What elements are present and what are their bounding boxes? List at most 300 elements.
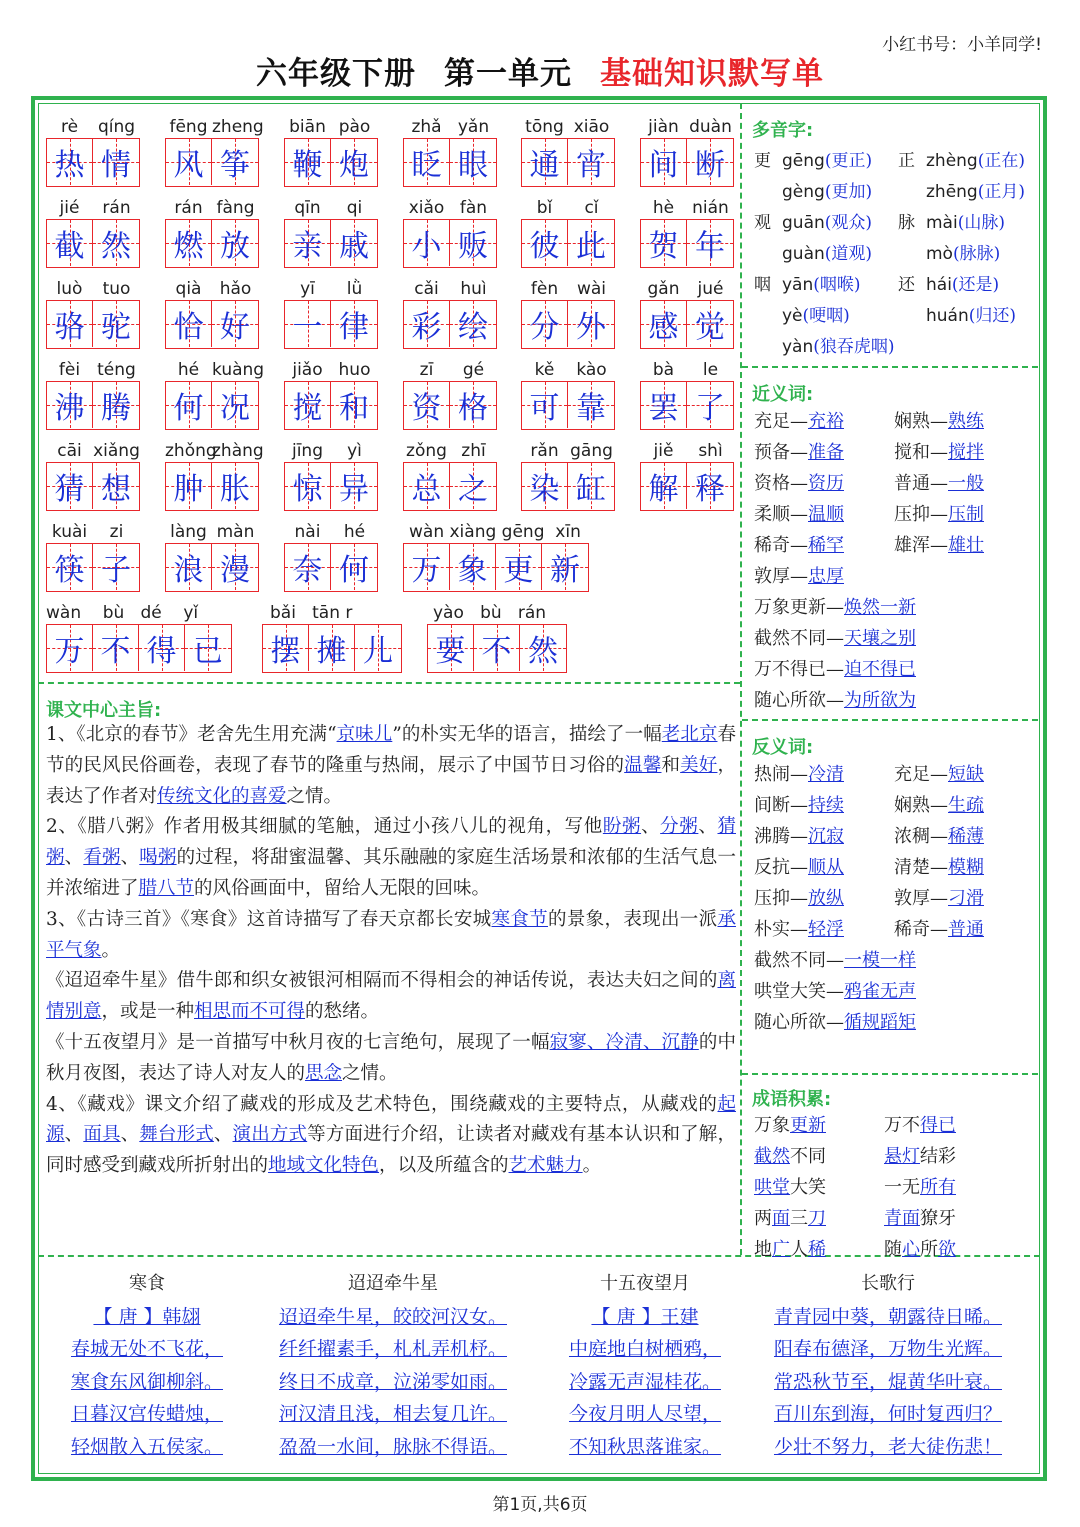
hanzi: 风	[173, 148, 204, 183]
hanzi: 更	[503, 553, 534, 588]
char-cell	[474, 625, 520, 671]
poem	[560, 1268, 730, 1463]
text-run: 、	[698, 816, 718, 838]
hanzi: 律	[339, 310, 369, 345]
char-cell	[687, 220, 733, 266]
polyphone-pinyin: yān	[782, 275, 814, 295]
hanzi: 释	[695, 472, 725, 507]
polyphone-example: (脉脉)	[952, 244, 1001, 264]
key-phrase: 美好	[680, 754, 718, 776]
pinyin: xiǎo	[408, 198, 445, 218]
pinyin: téng	[97, 360, 136, 380]
char-cell	[309, 625, 355, 671]
word-pair	[754, 686, 916, 712]
polyphone-example: (道观)	[824, 244, 873, 264]
hanzi: 异	[339, 472, 369, 507]
word-pair	[894, 469, 984, 495]
polyphone-entry	[754, 332, 895, 357]
char-cell	[93, 625, 139, 671]
char-cell	[285, 382, 331, 428]
hanzi: 驼	[101, 310, 131, 345]
pinyin: qíng	[97, 117, 136, 137]
pinyin: rǎn	[530, 441, 559, 461]
polyphone-example: (更正)	[824, 151, 873, 171]
poem-author-line	[268, 1301, 518, 1334]
hanzi: 此	[576, 229, 606, 264]
polyphone-pinyin: mò	[926, 244, 953, 264]
key-phrase: 猜粥	[46, 816, 736, 869]
word-pair-answer: 资历	[808, 473, 844, 494]
char-cell	[568, 463, 614, 509]
pinyin: zhǎ	[411, 117, 442, 137]
key-phrase: 起源	[46, 1093, 736, 1146]
pinyin: biān	[289, 117, 326, 137]
key-phrase: 离情别意	[46, 970, 736, 1023]
key-phrase: 思念	[305, 1062, 343, 1084]
word-pair-source: 娴熟—	[894, 411, 948, 432]
polyphone-example: (山脉)	[957, 213, 1005, 233]
text-run: ”的朴实无华的语言，描绘了一幅	[392, 724, 662, 745]
key-phrase: 承平气象	[46, 908, 736, 961]
poem-line	[268, 1333, 518, 1366]
word-pair-answer: 短缺	[948, 764, 984, 785]
char-cell	[139, 625, 185, 671]
unit-label: 第一单元	[444, 56, 572, 92]
char-cell	[450, 139, 496, 185]
char-cell	[93, 544, 139, 590]
idiom	[754, 1111, 826, 1137]
key-phrase: 寂寥、冷清、沉静	[549, 1031, 699, 1053]
word-pair	[754, 500, 844, 526]
char-cell	[166, 544, 212, 590]
poem-line-text: 常恐秋节至，焜黄华叶衰。	[773, 1370, 1002, 1393]
hanzi: 眼	[458, 148, 488, 183]
text-run: ，或是一种	[101, 1001, 195, 1023]
poem-line-text: 今夜月明人尽望，	[568, 1403, 721, 1425]
char-cells	[403, 138, 497, 187]
pinyin: jiàn	[648, 117, 679, 137]
pinyin: pào	[338, 117, 371, 137]
polyphone-example: (狼吞虎咽)	[813, 337, 895, 357]
text-run: ，以及所蕴含的	[379, 1155, 509, 1177]
char-cells	[284, 219, 378, 268]
poem-line	[758, 1333, 1018, 1366]
char-cells	[521, 300, 615, 349]
idiom-answer: 得已	[920, 1115, 956, 1136]
char-cell	[47, 220, 93, 266]
char-cell	[212, 463, 258, 509]
idiom-answer: 更新	[790, 1115, 826, 1136]
idiom-answer: 面	[772, 1208, 790, 1229]
hanzi: 猜	[54, 472, 85, 507]
word-pair-source: 朴实—	[754, 919, 808, 940]
hanzi: 万	[54, 634, 85, 669]
polyphone-entry	[898, 301, 1016, 326]
word-pair-source: 万不得已—	[754, 659, 844, 680]
word-pair	[754, 469, 844, 495]
pinyin: jiě	[653, 441, 674, 461]
word-pair-source: 浓稠—	[894, 826, 948, 847]
hanzi: 筝	[220, 148, 250, 183]
word-pair	[754, 655, 916, 681]
text-run: 、	[120, 1124, 140, 1146]
pinyin: yào bù rán	[433, 603, 547, 623]
hanzi: 漫	[220, 553, 250, 588]
key-phrase: 温馨	[624, 754, 662, 776]
hanzi: 和	[339, 391, 369, 426]
pinyin: bǎi tān r	[270, 603, 353, 623]
hanzi: 通	[529, 148, 560, 183]
poem-line	[62, 1333, 232, 1366]
char-cell	[93, 382, 139, 428]
char-cell	[641, 301, 687, 347]
text-run: 《迢迢牵牛星》借牛郎和织女被银河相隔而不得相会的神话传说，表达夫妇之间的	[46, 970, 718, 992]
pinyin: gāng	[570, 441, 613, 461]
word-pair	[754, 977, 916, 1003]
hanzi: 觉	[695, 310, 725, 345]
hanzi: 间	[648, 148, 679, 183]
pinyin: fàn	[459, 198, 488, 218]
word-pair	[754, 853, 844, 879]
text-run: 之情。	[342, 1062, 398, 1084]
char-cells	[46, 462, 140, 511]
poem-line-text: 冷露无声湿桂花。	[568, 1370, 721, 1393]
pinyin: qi	[346, 198, 363, 218]
text-run: 4、《藏戏》课文介绍了藏戏的形成及艺术特色，围绕藏戏的主要特点，从藏戏的	[46, 1093, 718, 1115]
hanzi: 恰	[173, 310, 204, 345]
hanzi: 染	[529, 472, 560, 507]
idiom-answer: 悬灯	[884, 1146, 920, 1167]
idiom	[754, 1173, 826, 1199]
key-phrase: 传统文化的喜爱	[157, 785, 287, 807]
pinyin: kuàng	[212, 360, 265, 380]
polyphone-pinyin: gèng	[782, 182, 825, 202]
idiom	[884, 1142, 956, 1168]
word-pair-answer: 充裕	[808, 411, 844, 432]
poem	[268, 1268, 518, 1463]
hanzi: 何	[173, 391, 204, 426]
word-pair-answer: 循规蹈矩	[844, 1012, 916, 1033]
idiom	[884, 1204, 956, 1230]
char-cell	[47, 139, 93, 185]
key-phrase: 分粥	[660, 816, 699, 838]
char-cell	[185, 625, 231, 671]
poem-line	[268, 1398, 518, 1431]
poem-line	[758, 1366, 1018, 1399]
hanzi: 然	[528, 634, 558, 669]
poem-title: 长歌行	[861, 1273, 915, 1294]
poem-title: 迢迢牵牛星	[348, 1273, 438, 1294]
poem-line-text: 百川东到海，何时复西归？	[773, 1403, 1002, 1425]
synonym-heading: 近义词:	[752, 384, 814, 405]
word-pair-source: 雄浑—	[894, 535, 948, 556]
word-pair	[754, 593, 916, 619]
polyphone-char: 观	[754, 213, 771, 233]
pinyin: zheng	[212, 117, 264, 137]
pinyin: hé	[343, 522, 366, 542]
text-run: 等方面进行介绍，让读者对藏戏有基本认识和了解，同时感受到藏戏所折射出的	[46, 1124, 736, 1177]
pinyin: yǎn	[457, 117, 490, 137]
hanzi: 儿	[363, 634, 393, 669]
polyphone-example: (还是)	[951, 275, 1000, 295]
char-cell	[47, 301, 93, 347]
pinyin: tōng	[525, 117, 564, 137]
idiom-part: 随	[884, 1239, 902, 1260]
word-pair-answer: 一般	[948, 473, 984, 494]
pinyin: jiǎo	[292, 360, 323, 380]
polyphone-pinyin: guàn	[782, 244, 825, 264]
pinyin: jué	[697, 279, 724, 299]
polyphone-example: (归还)	[968, 306, 1017, 326]
text-run: 。	[582, 1155, 602, 1177]
word-pair-answer: 生疏	[948, 795, 984, 816]
key-phrase: 面具	[83, 1124, 121, 1146]
antonym-divider	[742, 1073, 1038, 1075]
char-cells	[521, 462, 615, 511]
text-run: 的中秋月夜图，表达了诗人对友人的	[46, 1031, 736, 1084]
pinyin: gé	[462, 360, 485, 380]
pinyin: kě	[534, 360, 555, 380]
char-cell	[428, 625, 474, 671]
char-cell	[404, 139, 450, 185]
char-cell	[641, 139, 687, 185]
hanzi: 然	[101, 229, 131, 264]
pinyin: zhàng	[212, 441, 264, 461]
hanzi: 摆	[270, 634, 301, 669]
idiom-answer: 哄堂	[754, 1177, 790, 1198]
poem-line	[560, 1333, 730, 1366]
text-run: 。	[101, 939, 121, 961]
word-pair-source: 压抑—	[754, 888, 808, 909]
word-pair-answer: 雄壮	[948, 535, 984, 556]
char-cell	[687, 301, 733, 347]
key-phrase: 看粥	[83, 847, 121, 869]
word-pair-source: 间断—	[754, 795, 808, 816]
hanzi: 已	[193, 634, 223, 669]
polyphone-entry	[898, 239, 1000, 264]
char-cells	[284, 462, 378, 511]
key-phrase: 艺术魅力	[508, 1155, 583, 1177]
word-pair-source: 资格—	[754, 473, 808, 494]
word-pair	[754, 438, 844, 464]
char-cell	[522, 220, 568, 266]
pinyin: luò	[56, 279, 83, 299]
char-cells	[640, 300, 734, 349]
char-cells	[165, 138, 259, 187]
hanzi: 何	[339, 553, 369, 588]
char-cells	[46, 138, 140, 187]
word-pair-answer: 迫不得已	[844, 659, 916, 680]
hanzi: 贩	[458, 229, 488, 264]
hanzi: 分	[529, 310, 560, 345]
char-cells	[165, 543, 259, 592]
pinyin: qīn	[294, 198, 321, 218]
hanzi: 沸	[54, 391, 85, 426]
word-pair-source: 稀奇—	[894, 919, 948, 940]
pinyin: zhǒng	[165, 441, 217, 461]
char-cell	[641, 382, 687, 428]
poem-line-text: 轻烟散入五侯家。	[70, 1435, 223, 1458]
char-cell	[331, 463, 377, 509]
char-cell	[641, 220, 687, 266]
word-pair-source: 反抗—	[754, 857, 808, 878]
char-cell	[93, 301, 139, 347]
pinyin: fàng	[216, 198, 255, 218]
char-cells	[46, 543, 140, 592]
word-pair-answer: 持续	[808, 795, 844, 816]
key-phrase: 地域文化特色	[268, 1155, 380, 1177]
summary-paragraph	[46, 966, 736, 1028]
pinyin: duàn	[689, 117, 732, 137]
word-pair-source: 沸腾—	[754, 826, 808, 847]
polyphone-entry	[754, 208, 872, 233]
poem-author-line	[560, 1301, 730, 1334]
word-pair	[894, 760, 984, 786]
word-pair-source: 清楚—	[894, 857, 948, 878]
polyphone-example: (哽咽)	[802, 306, 850, 326]
poem-line-text: 终日不成章，泣涕零如雨。	[278, 1370, 507, 1393]
pinyin: huì	[460, 279, 487, 299]
char-cells	[403, 381, 497, 430]
hanzi: 要	[435, 634, 466, 669]
char-cell	[404, 544, 450, 590]
hanzi: 戚	[339, 229, 369, 264]
word-pair	[754, 407, 844, 433]
polyphone-pinyin: zhēng	[926, 182, 978, 202]
polyphone-example: (正在)	[977, 151, 1025, 171]
poem	[62, 1268, 232, 1463]
key-phrase: 腊八节	[138, 877, 195, 899]
char-cell	[496, 544, 542, 590]
char-cells	[284, 138, 378, 187]
poem-line-text: 少壮不努力，老大徒伤悲！	[773, 1435, 1002, 1458]
idiom-answer: 所有	[920, 1177, 956, 1198]
key-phrase: 舞台形式	[139, 1124, 214, 1146]
word-pair	[894, 884, 984, 910]
polyphone-pinyin: zhèng	[926, 151, 978, 171]
char-cell	[568, 301, 614, 347]
text-run: 、	[64, 1124, 84, 1146]
hanzi: 肿	[173, 472, 204, 507]
hanzi: 亲	[292, 229, 323, 264]
polyphone-char: 咽	[754, 275, 771, 295]
word-pair	[754, 1008, 916, 1034]
hanzi: 腾	[101, 391, 131, 426]
word-pair-source: 搅和—	[894, 442, 948, 463]
hanzi: 好	[220, 310, 250, 345]
hanzi: 热	[54, 148, 85, 183]
poem-line-text: 春城无处不飞花，	[70, 1338, 223, 1360]
hanzi: 眨	[411, 148, 442, 183]
idiom	[754, 1235, 826, 1261]
polyphone-entry	[898, 146, 1025, 171]
word-pair-answer: 为所欲为	[844, 690, 916, 711]
pinyin: rán	[102, 198, 131, 218]
char-cell	[687, 463, 733, 509]
text-run: 3、《古诗三首》《寒食》这首诗描写了春天京都长安城	[46, 908, 492, 930]
word-pair-answer: 一模一样	[844, 950, 916, 971]
hanzi: 筷	[54, 553, 85, 588]
pinyin: jié	[59, 198, 80, 218]
hanzi: 格	[458, 391, 488, 426]
text-run: 的过程，将甜蜜温馨、其乐融融的家庭生活场景和浓郁的生活气息一并浓缩进了	[46, 847, 736, 899]
summary-divider	[38, 682, 740, 684]
pinyin: yì	[347, 441, 362, 461]
idiom	[754, 1204, 826, 1230]
char-cells	[640, 219, 734, 268]
char-cell	[450, 382, 496, 428]
poem-line	[560, 1398, 730, 1431]
char-cell	[47, 625, 93, 671]
hanzi: 了	[695, 391, 725, 426]
char-cell	[687, 139, 733, 185]
hanzi: 靠	[576, 391, 606, 426]
hanzi: 象	[457, 553, 488, 588]
polyphone-pinyin: guān	[782, 213, 825, 233]
idiom-answer: 刀	[808, 1208, 826, 1229]
word-pair-answer: 沉寂	[808, 826, 844, 847]
summary-paragraph	[46, 905, 736, 967]
hanzi: 资	[411, 391, 442, 426]
polyphone-example: (观众)	[824, 213, 873, 233]
pinyin: rán	[174, 198, 203, 218]
idiom	[884, 1111, 956, 1137]
poem-line	[62, 1398, 232, 1431]
hanzi: 一	[292, 310, 323, 345]
word-pair	[754, 760, 844, 786]
hanzi: 浪	[173, 553, 204, 588]
idiom-part: 两	[754, 1208, 772, 1229]
pinyin: le	[702, 360, 719, 380]
poem-line-text: 【 唐 】王建	[591, 1305, 699, 1328]
word-pair-answer: 压制	[948, 504, 984, 525]
poem-line-text: 河汉清且浅，相去复几许。	[278, 1403, 507, 1425]
hanzi: 总	[411, 472, 442, 507]
hanzi: 截	[54, 229, 85, 264]
char-cell	[93, 220, 139, 266]
char-cell	[542, 544, 588, 590]
char-cells	[165, 381, 259, 430]
pinyin: fèn	[530, 279, 559, 299]
pinyin: hé	[177, 360, 200, 380]
poem-title: 十五夜望月	[600, 1273, 690, 1294]
pinyin: hǎo	[219, 279, 252, 299]
word-pair-source: 预备—	[754, 442, 808, 463]
polyphone-example: (正月)	[977, 182, 1025, 202]
word-pair-source: 充足—	[894, 764, 948, 785]
char-cell	[263, 625, 309, 671]
summary-paragraph	[46, 720, 736, 812]
idiom	[884, 1173, 956, 1199]
poem-line-text: 纤纤擢素手，札札弄机杼。	[278, 1338, 507, 1360]
word-pair	[754, 946, 916, 972]
word-pair	[894, 407, 984, 433]
word-pair	[754, 791, 844, 817]
polyphone-char: 更	[754, 151, 771, 171]
hanzi: 情	[101, 148, 131, 183]
page-title	[0, 48, 1080, 93]
text-run: 春节的民风民俗画卷，表现了春节的隆重与热闹，展示了中国节日习俗的	[46, 724, 736, 776]
char-cell	[166, 382, 212, 428]
pinyin: yī	[300, 279, 315, 299]
char-cell	[47, 544, 93, 590]
char-cell	[285, 544, 331, 590]
polyphone-entry	[754, 301, 850, 326]
word-pair	[754, 562, 844, 588]
idiom-heading: 成语积累:	[752, 1089, 832, 1110]
pinyin: huo	[338, 360, 371, 380]
key-phrase: 演出方式	[232, 1124, 308, 1146]
